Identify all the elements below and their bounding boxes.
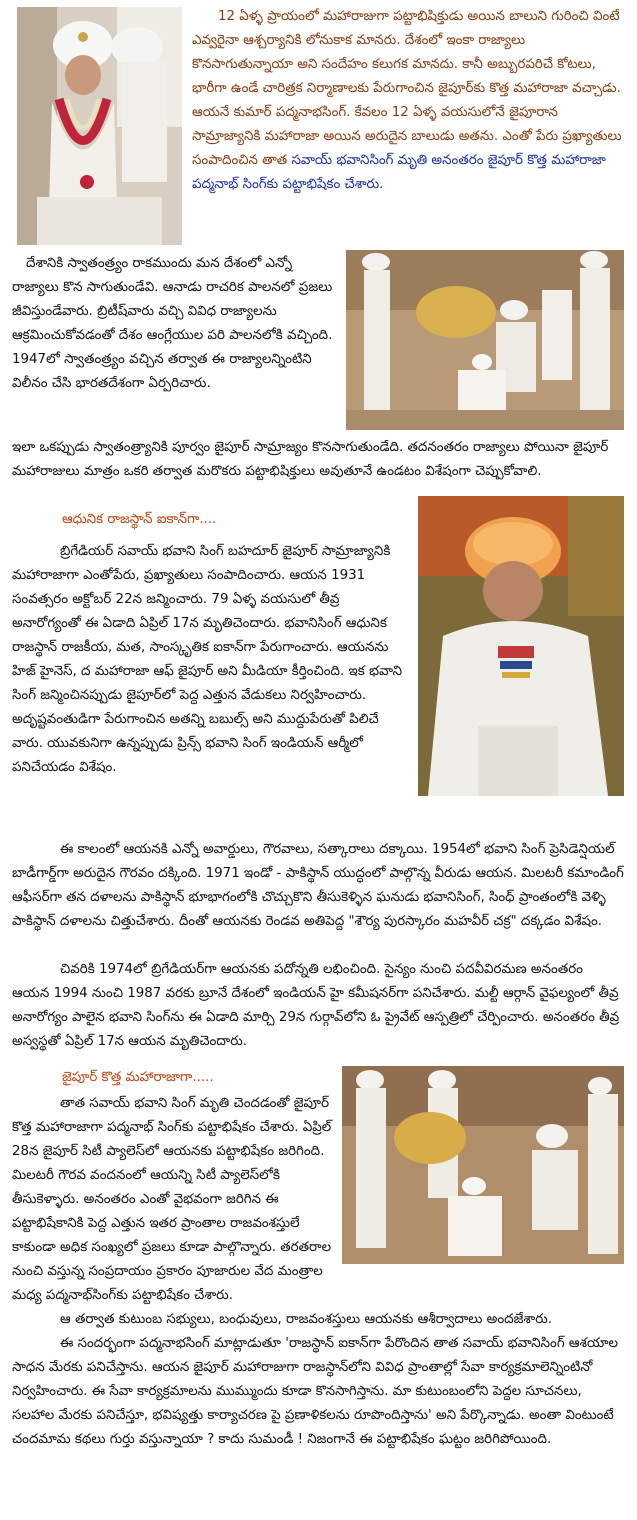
- intro-highlight-text: సవాయ్ భవానిసింగ్ మృతి అనంతరం జైపూర్ కొత్త మహారాజా పద్మనాభ్ సింగ్‌కు పట్టాభిషేకం చేశారు.: [192, 153, 606, 192]
- para-promotion: చివరికి 1974లో బ్రిగేడియర్‌గా ఆయనకు పదోన్నతి లభించింది. సైన్యం నుంచి పదవీవిరమణ అనంతరం ఆయన 1994 నుంచి 1987 వరకు బ్రూనే దేశంలో ఇండియన్ హై కమీషనర్‌గా పనిచేశారు. మల్టీ ఆర్గాన్ వైఫల్యంలో తీవ్ర అనారోగ్యం పాలైన భవాని సింగ్‌ను ఈ ఏడాది మార్చి 29న గుర్గావ్‌లోని ఓ ప్రైవేట్ ఆస్పత్రిలో చేర్పించారు. అనంతరం తీవ్ర అస్వస్థతో ఏప్రిల్ 17న ఆయన మృతిచెందారు.: [12, 962, 620, 1049]
- para-history: దేశానికి స్వాతంత్ర్యం రాకముందు మన దేశంలో ఎన్నో రాజ్యాలు కొన సాగుతుండేవి. ఆనాడు రాచరిక పాలనలో ప్రజలు జీవిస్తుండేవారు. బ్రిటీష్‌వారు వచ్చి వివిధ రాజ్యాలను ఆక్రమించుకోవడంతో దేశం ఆంగ్లేయుల పరి పాలనలోకి వచ్చింది. 1947లో స్వాతంత్ర్యం వచ్చిన తర్వాత ఈ రాజ్యాలన్నింటిని విలీనం చేసి భారతదేశంగా ఏర్పరిచారు.: [12, 256, 333, 391]
- child-maharaja-photo: [17, 7, 182, 245]
- intro-paragraph: [192, 5, 626, 197]
- para-coronation-text: తాత సవాయ్ భవాని సింగ్ మృతి చెందడంతో జైపూర్ కొత్త మహారాజాగా పద్మనాభ్ సింగ్‌కు పట్టాభిషేకం చేశారు. ఏప్రిల్ 28న జైపూర్ సిటీ ప్యాలెస్‌లో ఆయనకు పట్టాభిషేకం జరిగింది. మిలటరీ గౌరవ వందనంలో ఆయన్ని సిటీ ప్యాలెస్‌లోకి తీసుకెళ్ళారు. అనంతరం ఎంతో వైభవంగా జరిగిన ఈ పట్టాభిషేకానికి పెద్ద ఎత్తున ఇతర ప్రాంతాల రాజవంశస్తులే కాకుండా అధిక సంఖ్యలో ప్రజలు కూడా పాల్గొన్నారు. తరతరాల నుంచి వస్తున్న సంప్రదాయం ప్రకారం పూజారుల వేద మంత్రాల మధ్య పద్మనాభ్‌సింగ్‌కు పట్టాభిషేకం చేశారు.: [12, 1096, 332, 1303]
- intro-text: 12 ఏళ్ళ ప్రాయంలో మహారాజుగా పట్టాభిషిక్తుడు అయిన బాలుని గురించి వింటే ఎవ్వరైనా ఆశ్చర్యానికి లోనుకాక మానరు. దేశంలో ఇంకా రాజ్యాలు కొనసాగుతున్నాయా అని సందేహం కలుగక మానదు. కానీ అబ్బురపరిచే కోటలు, భారీగా ఉండే చారిత్రక నిర్మాణాలకు పేరుగాంచిన జైపూర్‌కు కొత్త మహారాజా వచ్చాడు. ఆయనే కుమార్ పద్మనాభసింగ్. కేవలం 12 ఏళ్ళ వయసులోనే జైపూరాన సామ్రాజ్యానికి మహారాజా అయిన అరుదైన బాలుడు అతను. ఎంతో పేరు ప్రఖ్యాతులు సంపాదించిన తాత: [192, 9, 622, 168]
- photo-wrap-spacer: [332, 1092, 624, 1264]
- para-jaipur-empire: ఇలా ఒకప్పుడు స్వాతంత్ర్యానికి పూర్వం జైపూర్ సామ్రాజ్యం కొనసాగుతుండేది. తదనంతరం రాజ్యాలు పోయినా జైపూర్ మహారాజులు మాత్రం ఒకరి తర్వాత మరొకరు పట్టాభిషిక్తులు అవుతూనే ఉండటం విశేషంగా చెప్పుకోవాలి.: [12, 440, 609, 479]
- heading-new-maharaja: జైపూర్ కొత్త మహారాజాగా.....: [62, 1070, 214, 1085]
- coronation-ceremony-photo-icon: [346, 250, 624, 430]
- child-maharaja-garlanded-photo-icon: [17, 7, 182, 245]
- para-bhawani-biography: బ్రిగేడియర్ సవాయ్ భవాని సింగ్ బహదూర్ జైపూర్ సామ్రాజ్యానికి మహారాజాగా ఎంతోపేరు, ప్రఖ్యాతులు సంపాదించారు. ఆయన 1931 సంవత్సరం అక్టోబర్ 22న జన్మించారు. 79 ఏళ్ళ వయసులో తీవ్ర అనారోగ్యంతో ఈ ఏడాది ఏప్రిల్ 17న మృతిచెందారు. భవానిసింగ్ ఆధునిక రాజస్థాన్ రాజకీయ, మత, సాంస్కృతిక ఐకాన్‌గా పేరుగాంచారు. ఆయనను హిజ్ హైనెస్, ద మహారాజా ఆఫ్ జైపూర్ అని మీడియా కీర్తించింది. ఇక భవాని సింగ్ జన్మించినప్పుడు జైపూర్‌లో పెద్ద ఎత్తున వేడుకలు నిర్వహించారు. అదృష్టవంతుడిగా పేరుగాంచిన అతన్ని బబుల్స్ అని ముద్దుపేరుతో పిలిచే వారు. యువకునిగా ఉన్నప్పుడు ప్రిన్స్ భవాని సింగ్ ఇండియన్ ఆర్మీలో పనిచేయడం విశేషం.: [12, 544, 403, 775]
- para-blessings: ఆ తర్వాత కుటుంబ సభ్యులు, బంధువులు, రాజవంశస్తులు ఆయనకు ఆశీర్వాదాలు అందజేశారు.: [60, 1312, 553, 1327]
- heading-modern-rajasthan-icon: ఆధునిక రాజస్థాన్ ఐకాన్‌గా....: [62, 512, 217, 527]
- brigadier-bhawani-singh-photo-icon: [418, 496, 624, 796]
- para-coronation: [12, 1092, 624, 1308]
- para-padmanabh-speech: ఈ సందర్భంగా పద్మనాభసింగ్ మాట్లాడుతూ 'రాజస్థాన్ ఐకాన్‌గా పేరొందిన తాత సవాయ్ భవానిసింగ్ ఆశయాల సాధన మేరకు పనిచేస్తాను. ఆయన జైపూర్ మహారాజుగా రాజస్థాన్‌లోని వివిధ ప్రాంతాల్లో సేవా కార్యక్రమాలెన్నింటినో నిర్వహించారు. ఈ సేవా కార్యక్రమాలను ముమ్ముందు కూడా కొనసాగిస్తాను. మా కుటుంబంలోని పెద్దల సూచనలు, సలహాల మేరకు పనిచేస్తూ, భవిష్యత్తు కార్యాచరణ పై ప్రణాళికలను రూపొందిస్తాను' అని పేర్కొన్నాడు. అంతా వింటుంటే చందమామ కథలు గుర్తు వస్తున్నాయా ? కాదు సుమండీ ! నిజంగానే ఈ పట్టాభిషేకం ఘట్టం జరిగిపోయింది.: [12, 1336, 618, 1447]
- para-awards: ఈ కాలంలో ఆయనకి ఎన్నో అవార్డులు, గౌరవాలు, సత్కారాలు దక్కాయి. 1954లో భవాని సింగ్ ప్రెసిడెన్షియల్ బాడీగార్డ్‌గా అరుదైన గౌరవం దక్కింది. 1971 ఇండో - పాకిస్థాన్ యుద్ధంలో పాల్గొన్న వీరుడు ఆయన. మిలటరీ కమాండింగ్ ఆఫీసర్‌గా తన దళాలను పాకిస్థాన్ భూభాగంలోకి చొచ్చుకొని తీసుకెళ్ళిన ఘనుడు భవానిసింగ్, సింధ్ ప్రాంతంలోకి వెళ్ళి పాకిస్థాన్ దళాలను చిత్తుచేశారు. దీంతో ఆయనకు రెండవ అతిపెద్ద "శౌర్య పురస్కారం మహవీర్ చక్ర" దక్కడం విశేషం.: [12, 842, 624, 929]
- bhawani-singh-photo: [418, 496, 624, 796]
- coronation-ceremony-photo: [346, 250, 624, 430]
